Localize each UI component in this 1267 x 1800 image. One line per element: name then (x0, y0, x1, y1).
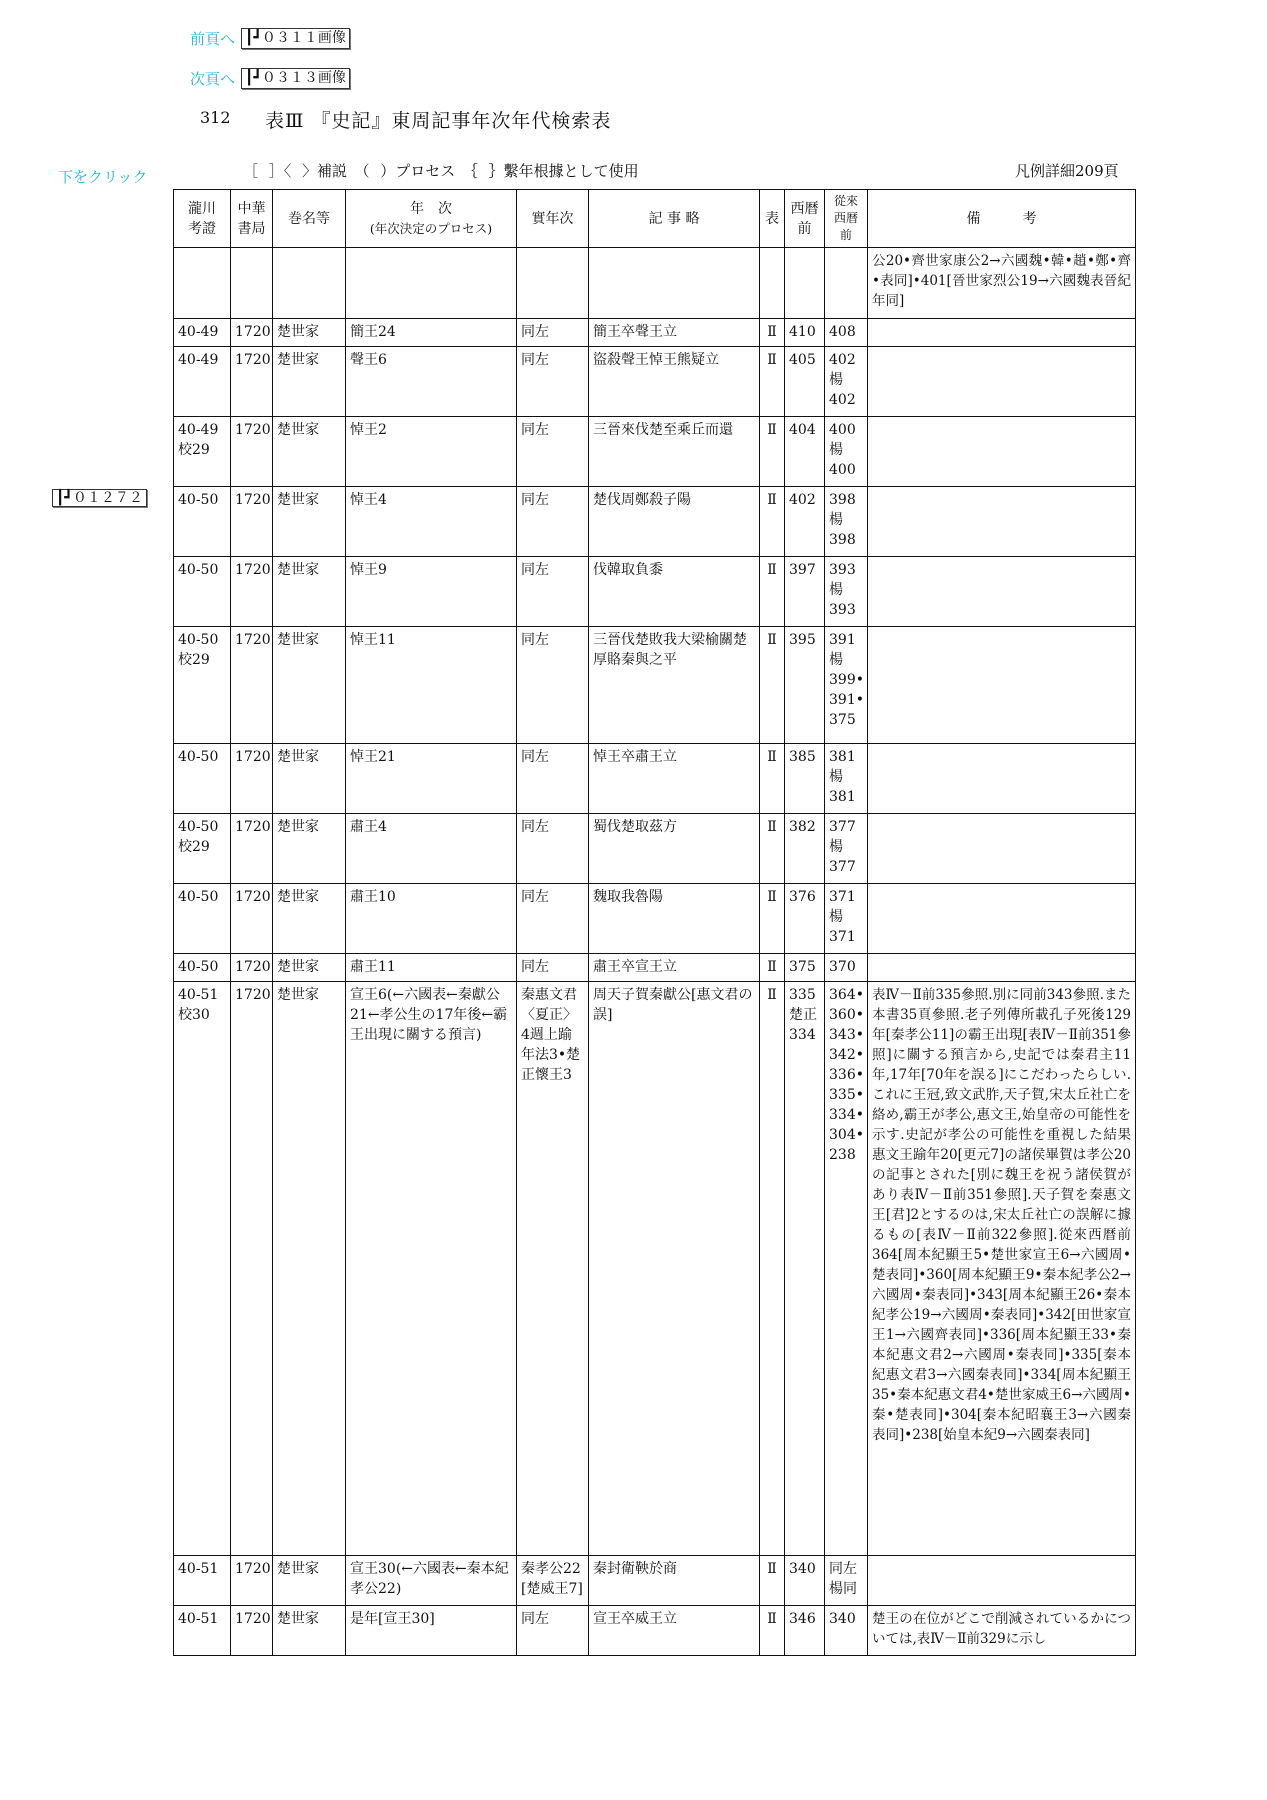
cell-actual-year: 秦惠文君〈夏正〉4週上踰年法3•楚正懷王3 (517, 982, 589, 1556)
table-title: 表Ⅲ 『史記』東周記事年次年代検索表 (265, 110, 612, 132)
cell-chuka: 1720 (231, 627, 273, 744)
cell-volume: 楚世家 (273, 884, 346, 954)
cell-western: 395 (785, 627, 825, 744)
image-link-button[interactable]: ┃┛０１２７２ (52, 489, 147, 507)
cell-year: 悼王11 (346, 627, 517, 744)
cell-western: 402 (785, 487, 825, 557)
header-takigawa: 瀧川 考證 (174, 190, 231, 248)
cell-volume: 楚世家 (273, 1556, 346, 1606)
cell-takigawa: 40-50 (174, 744, 231, 814)
cell-summary: 肅王卒宣王立 (589, 954, 760, 982)
cell-conventional: 402 楊 402 (825, 347, 868, 417)
cell-takigawa: 40-50 (174, 884, 231, 954)
cell-summary: 蜀伐楚取茲方 (589, 814, 760, 884)
cell-volume (273, 248, 346, 319)
cell-remarks (868, 627, 1136, 744)
cell-actual-year: 同左 (517, 347, 589, 417)
cell-takigawa: 40-50 校29 (174, 627, 231, 744)
cell-conventional: 371 楊 371 (825, 884, 868, 954)
cell-conventional (825, 248, 868, 319)
cell-conventional: 377 楊 377 (825, 814, 868, 884)
cell-western: 335 楚正 334 (785, 982, 825, 1556)
cell-takigawa: 40-50 (174, 487, 231, 557)
cell-summary: 宣王卒威王立 (589, 1606, 760, 1656)
cell-chuka: 1720 (231, 319, 273, 347)
cell-western: 385 (785, 744, 825, 814)
cell-actual-year: 同左 (517, 627, 589, 744)
cell-volume: 楚世家 (273, 417, 346, 487)
nav-prev (190, 28, 350, 49)
table-row (174, 487, 1136, 557)
cell-chuka: 1720 (231, 982, 273, 1556)
next-page-image-button[interactable]: ┃┛０３１３画像 (241, 68, 350, 89)
header-volume: 巻名等 (273, 190, 346, 248)
cell-summary: 楚伐周鄭殺子陽 (589, 487, 760, 557)
cell-chuka (231, 248, 273, 319)
cell-table (760, 248, 785, 319)
legend-reference: 凡例詳細209頁 (1015, 162, 1119, 180)
cell-remarks (868, 744, 1136, 814)
table-row (174, 884, 1136, 954)
cell-volume: 楚世家 (273, 744, 346, 814)
cell-table: Ⅱ (760, 744, 785, 814)
chronology-table (173, 189, 1136, 1656)
cell-year (346, 248, 517, 319)
table-body (174, 248, 1136, 1656)
cell-chuka: 1720 (231, 347, 273, 417)
header-western: 西暦 前 (785, 190, 825, 248)
cell-remarks (868, 417, 1136, 487)
prev-page-image-button[interactable]: ┃┛０３１１画像 (241, 28, 350, 49)
table-row (174, 248, 1136, 319)
cell-year: 悼王4 (346, 487, 517, 557)
cell-western: 376 (785, 884, 825, 954)
prev-page-label: 前頁へ (190, 30, 236, 48)
table-row (174, 319, 1136, 347)
cell-takigawa (174, 248, 231, 319)
header-actual-year: 實年次 (517, 190, 589, 248)
cell-western: 405 (785, 347, 825, 417)
cell-takigawa: 40-49 (174, 347, 231, 417)
cell-table: Ⅱ (760, 814, 785, 884)
cell-year: 是年[宣王30] (346, 1606, 517, 1656)
cell-table: Ⅱ (760, 982, 785, 1556)
cell-remarks: 表Ⅳ－Ⅱ前335參照.別に同前343參照.また本書35頁參照.老子列傳所載孔子死後129年[秦孝公11]の霸王出現[表Ⅳ－Ⅱ前351參照]に關する預言から,史記では秦君主11年,17年[70年を誤る]にこだわったらしい.これに王冠,致文武胙,天子賀,宋太丘社亡を絡め,霸王が孝公,惠文王,始皇帝の可能性を示す.史記が孝公の可能性を重視した結果惠文王踰年20[更元7]の諸侯畢賀は孝公20の記事とされた[別に魏王を祝う諸侯賀があり表Ⅳ－Ⅱ前351參照].天子賀を秦惠文王[君]2とするのは,宋太丘社亡の誤解に據るもの[表Ⅳ－Ⅱ前322參照].從來西暦前364[周本紀顯王5•楚世家宣王6→六國周•楚表同]•360[周本紀顯王9•秦本紀孝公2→六國周•秦表同]•343[周本紀顯王26•秦本紀孝公19→六國周•秦表同]•342[田世家宣王1→六國齊表同]•336[周本紀顯王33•秦本紀惠文君2→六國周•秦表同]•335[秦本紀惠文君3→六國秦表同]•334[周本紀顯王35•秦本紀惠文君4•楚世家威王6→六國周•秦•楚表同]•304[秦本紀昭襄王3→六國秦表同]•238[始皇本紀9→六國秦表同] (868, 982, 1136, 1556)
cell-conventional: 370 (825, 954, 868, 982)
cell-conventional: 400 楊 400 (825, 417, 868, 487)
cell-year: 肅王11 (346, 954, 517, 982)
cell-remarks (868, 319, 1136, 347)
cell-summary: 三晉伐楚敗我大梁榆關楚厚賂秦與之平 (589, 627, 760, 744)
cell-western: 375 (785, 954, 825, 982)
cell-volume: 楚世家 (273, 814, 346, 884)
cell-takigawa: 40-50 校29 (174, 814, 231, 884)
cell-actual-year: 同左 (517, 557, 589, 627)
cell-actual-year: 同左 (517, 884, 589, 954)
cell-chuka: 1720 (231, 1606, 273, 1656)
cell-actual-year: 同左 (517, 417, 589, 487)
cell-remarks: 公20•齊世家康公2→六國魏•韓•趙•鄭•齊•表同]•401[晉世家烈公19→六國魏表晉紀年同] (868, 248, 1136, 319)
cell-takigawa: 40-51 校30 (174, 982, 231, 1556)
cell-chuka: 1720 (231, 744, 273, 814)
cell-takigawa: 40-51 (174, 1556, 231, 1606)
cell-western: 404 (785, 417, 825, 487)
cell-actual-year: 同左 (517, 1606, 589, 1656)
table-row (174, 982, 1136, 1556)
cell-conventional: 364• 360• 343• 342• 336• 335• 334• 304• 238 (825, 982, 868, 1556)
cell-remarks (868, 1556, 1136, 1606)
cell-year: 悼王21 (346, 744, 517, 814)
cell-conventional: 408 (825, 319, 868, 347)
header-remarks: 備 考 (868, 190, 1136, 248)
cell-summary: 秦封衛鞅於商 (589, 1556, 760, 1606)
cell-remarks: 楚王の在位がどこで削減されているかについては,表Ⅳ－Ⅱ前329に示し (868, 1606, 1136, 1656)
image-link (52, 487, 147, 508)
cell-actual-year: 同左 (517, 814, 589, 884)
cell-year: 悼王2 (346, 417, 517, 487)
table-row (174, 814, 1136, 884)
cell-table: Ⅱ (760, 487, 785, 557)
cell-conventional: 391 楊 399• 391• 375 (825, 627, 868, 744)
cell-volume: 楚世家 (273, 954, 346, 982)
cell-western (785, 248, 825, 319)
cell-western: 346 (785, 1606, 825, 1656)
cell-takigawa: 40-50 (174, 954, 231, 982)
cell-table: Ⅱ (760, 627, 785, 744)
table-row (174, 347, 1136, 417)
cell-table: Ⅱ (760, 417, 785, 487)
cell-year: 宣王30(←六國表←秦本紀孝公22) (346, 1556, 517, 1606)
cell-table: Ⅱ (760, 557, 785, 627)
cell-takigawa: 40-49 校29 (174, 417, 231, 487)
cell-conventional: 381 楊 381 (825, 744, 868, 814)
cell-table: Ⅱ (760, 347, 785, 417)
header-conventional: 從來 西暦前 (825, 190, 868, 248)
cell-summary (589, 248, 760, 319)
table-row (174, 744, 1136, 814)
cell-volume: 楚世家 (273, 1606, 346, 1656)
cell-summary: 魏取我魯陽 (589, 884, 760, 954)
table-row (174, 954, 1136, 982)
cell-conventional: 393 楊 393 (825, 557, 868, 627)
table-row (174, 1556, 1136, 1606)
table-row (174, 417, 1136, 487)
cell-western: 340 (785, 1556, 825, 1606)
header-row (174, 190, 1136, 248)
cell-year: 宣王6(←六國表←秦獻公21←孝公生の17年後←霸王出現に關する預言) (346, 982, 517, 1556)
cell-chuka: 1720 (231, 814, 273, 884)
cell-western: 410 (785, 319, 825, 347)
cell-summary: 三晉來伐楚至乘丘而還 (589, 417, 760, 487)
cell-year: 悼王9 (346, 557, 517, 627)
click-hint: 下をクリック (58, 168, 148, 186)
cell-table: Ⅱ (760, 1606, 785, 1656)
cell-summary: 悼王卒肅王立 (589, 744, 760, 814)
cell-table: Ⅱ (760, 884, 785, 954)
cell-takigawa: 40-51 (174, 1606, 231, 1656)
legend: ［ ］〈 〉補説 （ ）プロセス ｛ ｝繫年根據として使用 (243, 162, 639, 180)
cell-volume: 楚世家 (273, 347, 346, 417)
cell-year: 聲王6 (346, 347, 517, 417)
cell-year: 肅王4 (346, 814, 517, 884)
cell-remarks (868, 487, 1136, 557)
nav-next (190, 68, 350, 89)
cell-western: 397 (785, 557, 825, 627)
table-row (174, 1606, 1136, 1656)
cell-conventional: 340 (825, 1606, 868, 1656)
cell-chuka: 1720 (231, 557, 273, 627)
cell-actual-year: 秦孝公22 [楚威王7] (517, 1556, 589, 1606)
cell-chuka: 1720 (231, 1556, 273, 1606)
cell-remarks (868, 884, 1136, 954)
cell-actual-year: 同左 (517, 319, 589, 347)
cell-volume: 楚世家 (273, 319, 346, 347)
cell-table: Ⅱ (760, 319, 785, 347)
header-table: 表 (760, 190, 785, 248)
header-summary: 記 事 略 (589, 190, 760, 248)
cell-actual-year: 同左 (517, 744, 589, 814)
header-year: 年 次 (年次決定のプロセス) (346, 190, 517, 248)
cell-year: 肅王10 (346, 884, 517, 954)
cell-chuka: 1720 (231, 487, 273, 557)
cell-actual-year: 同左 (517, 954, 589, 982)
cell-remarks (868, 954, 1136, 982)
cell-volume: 楚世家 (273, 557, 346, 627)
cell-remarks (868, 347, 1136, 417)
cell-summary: 周天子賀秦獻公[惠文君の誤] (589, 982, 760, 1556)
cell-actual-year: 同左 (517, 487, 589, 557)
cell-volume: 楚世家 (273, 627, 346, 744)
cell-remarks (868, 814, 1136, 884)
cell-chuka: 1720 (231, 884, 273, 954)
cell-conventional: 398 楊 398 (825, 487, 868, 557)
page-number: 312 (200, 108, 231, 127)
cell-chuka: 1720 (231, 417, 273, 487)
cell-chuka: 1720 (231, 954, 273, 982)
header-chuka: 中華 書局 (231, 190, 273, 248)
cell-remarks (868, 557, 1136, 627)
table-row (174, 557, 1136, 627)
cell-actual-year (517, 248, 589, 319)
cell-summary: 簡王卒聲王立 (589, 319, 760, 347)
cell-table: Ⅱ (760, 1556, 785, 1606)
cell-summary: 伐韓取負黍 (589, 557, 760, 627)
cell-conventional: 同左 楊同 (825, 1556, 868, 1606)
cell-western: 382 (785, 814, 825, 884)
cell-takigawa: 40-49 (174, 319, 231, 347)
cell-summary: 盜殺聲王悼王熊疑立 (589, 347, 760, 417)
cell-table: Ⅱ (760, 954, 785, 982)
next-page-label: 次頁へ (190, 70, 236, 88)
cell-year: 簡王24 (346, 319, 517, 347)
cell-volume: 楚世家 (273, 487, 346, 557)
table-row (174, 627, 1136, 744)
cell-volume: 楚世家 (273, 982, 346, 1556)
cell-takigawa: 40-50 (174, 557, 231, 627)
